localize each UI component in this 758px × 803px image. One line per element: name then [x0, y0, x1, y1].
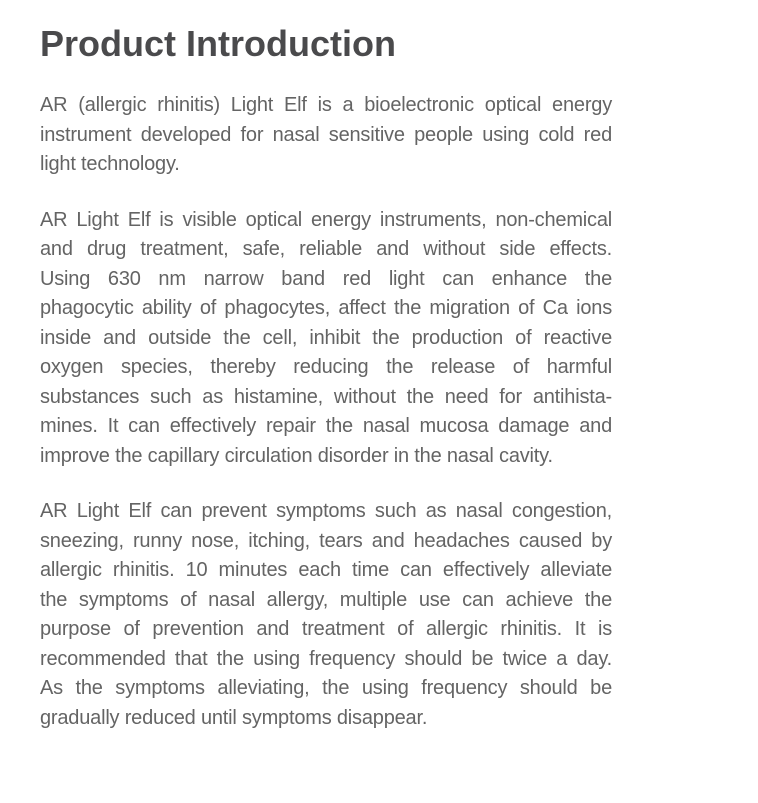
text-line: gradually reduced until symptoms disappear.: [40, 706, 428, 729]
text-line: improve the capillary circulation disorder in the nasal cavity.: [40, 444, 553, 467]
text-line: substances such as histamine, without the need for antihista-: [40, 385, 612, 408]
text-line: the symptoms of nasal allergy, multiple use can achieve the: [40, 588, 612, 611]
text-line: oxygen species, thereby reducing the release of harmful: [40, 356, 612, 378]
text-line: phagocytic ability of phagocytes, affect the migration of Ca ions: [40, 297, 612, 319]
text-line: instrument developed for nasal sensitive people using cold red: [40, 123, 612, 146]
text-line: inside and outside the cell, inhibit the production of reactive: [40, 326, 612, 349]
paragraph-3: [40, 497, 612, 733]
text-line: purpose of prevention and treatment of allergic rhinitis. It is: [40, 618, 612, 640]
text-line: allergic rhinitis. 10 minutes each time can effectively alleviate: [40, 559, 612, 581]
paragraph-list: [40, 91, 758, 733]
text-line: AR Light Elf can prevent symptoms such as nasal congestion,: [40, 500, 612, 522]
text-line: and drug treatment, safe, reliable and without side effects.: [40, 238, 612, 260]
paragraph-1: [40, 91, 612, 180]
text-line: AR Light Elf is visible optical energy instruments, non-chemical: [40, 208, 612, 231]
text-line: sneezing, runny nose, itching, tears and headaches caused by: [40, 529, 612, 552]
paragraph-2: [40, 206, 612, 472]
text-line: mines. It can effectively repair the nasal mucosa damage and: [40, 415, 612, 437]
page-title: Product Introduction: [40, 23, 396, 64]
text-line: Using 630 nm narrow band red light can enhance the: [40, 267, 612, 290]
text-line: recommended that the using frequency should be twice a day.: [40, 647, 612, 670]
text-line: AR (allergic rhinitis) Light Elf is a bioelectronic optical energy: [40, 94, 612, 116]
text-line: light technology.: [40, 153, 180, 175]
text-line: As the symptoms alleviating, the using frequency should be: [40, 677, 612, 699]
